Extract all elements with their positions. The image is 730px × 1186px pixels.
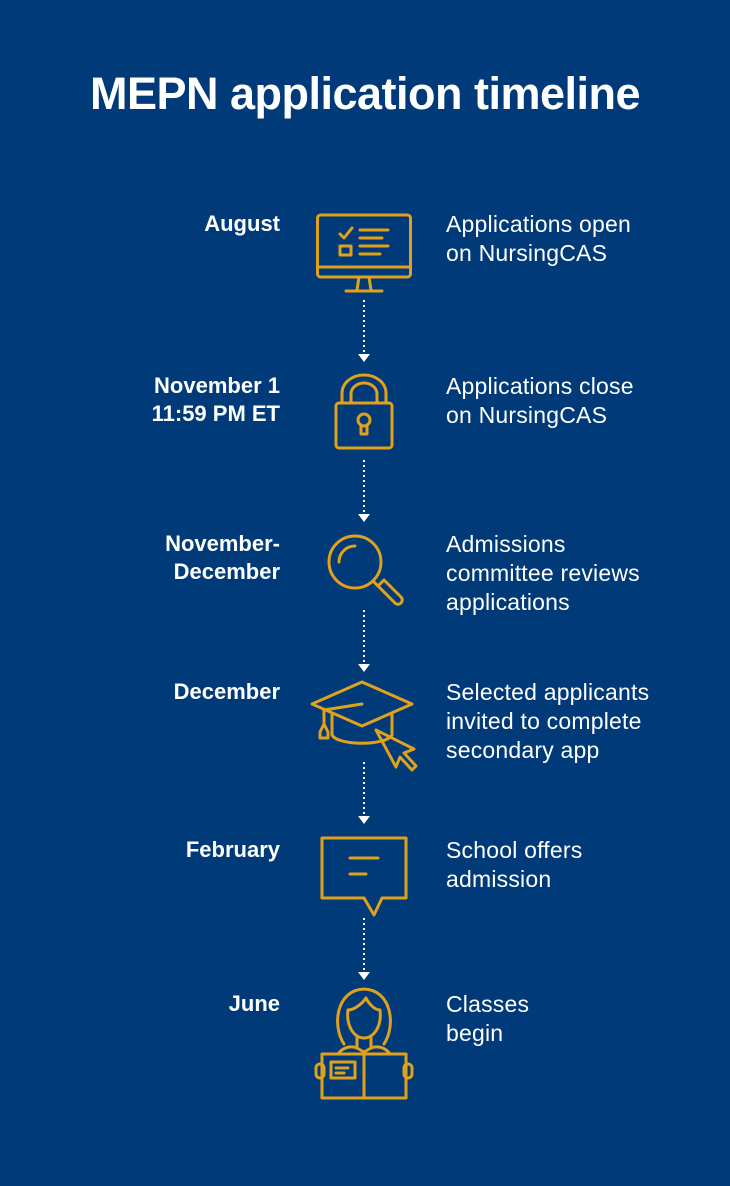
page-title: MEPN application timeline <box>89 68 641 119</box>
computer-checklist-icon <box>316 213 412 297</box>
step-4-date: December <box>173 679 280 704</box>
step-6-date: June <box>228 991 280 1016</box>
step-3-description: Admissions committee reviews applications <box>446 531 640 615</box>
connector-arrow <box>354 918 374 982</box>
step-4-description: Selected applicants invited to complete secondary app <box>446 679 650 763</box>
step-1-description: Applications open on NursingCAS <box>446 211 631 266</box>
student-reading-icon <box>314 986 414 1104</box>
connector-arrow <box>354 300 374 364</box>
step-2-date: November 1 11:59 PM ET <box>151 373 280 426</box>
step-6-description: Classes begin <box>446 991 530 1046</box>
speech-bubble-icon <box>320 836 408 918</box>
step-2-description: Applications close on NursingCAS <box>446 373 634 428</box>
connector-arrow <box>354 762 374 826</box>
padlock-icon <box>334 374 394 450</box>
graduation-cap-cursor-icon <box>310 680 418 774</box>
step-1-date: August <box>204 211 280 236</box>
step-5-date: February <box>185 837 280 862</box>
connector-arrow <box>354 610 374 674</box>
step-5-description: School offers admission <box>446 837 583 892</box>
magnifying-glass-icon <box>326 533 404 611</box>
step-3-date: November- December <box>165 531 280 584</box>
connector-arrow <box>354 460 374 524</box>
